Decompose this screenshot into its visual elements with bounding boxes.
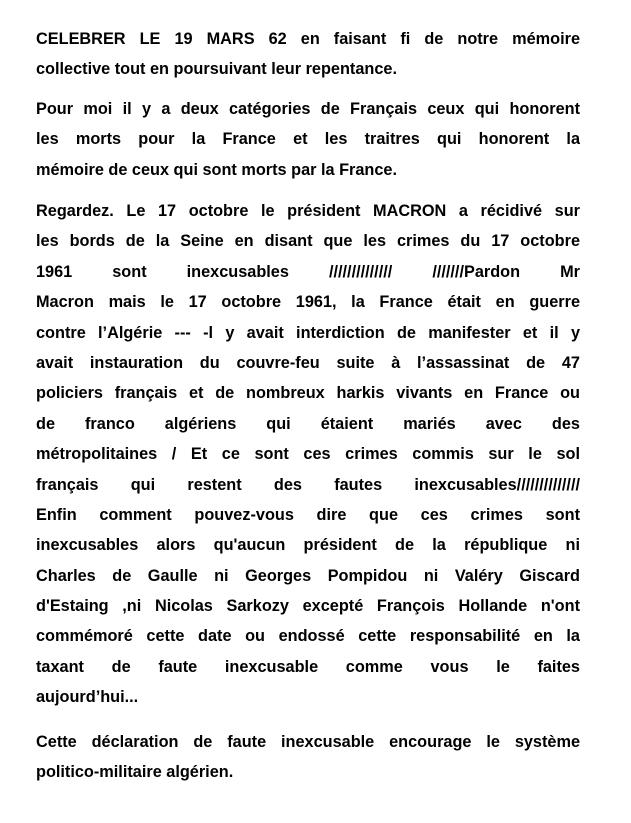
- paragraph-two-categories: [36, 94, 580, 185]
- paragraph-main-argument: [36, 196, 580, 713]
- text-line: policiers français et de nombreux harkis vivants en France ou: [36, 384, 580, 403]
- text-line: d'Estaing ,ni Nicolas Sarkozy excepté François Hollande n'ont: [36, 597, 580, 616]
- text-line: commémoré cette date ou endossé cette responsabilité en la: [36, 627, 580, 646]
- paragraph-title: [36, 24, 580, 85]
- text-line: les morts pour la France et les traitres qui honorent la: [36, 130, 580, 149]
- paragraph-conclusion: [36, 727, 580, 788]
- text-line: Charles de Gaulle ni Georges Pompidou ni Valéry Giscard: [36, 566, 580, 585]
- text-line: contre l’Algérie --- -l y avait interdiction de manifester et il y: [36, 323, 580, 342]
- text-line: Cette déclaration de faute inexcusable encourage le système: [36, 733, 580, 751]
- text-line: les bords de la Seine en disant que les crimes du 17 octobre: [36, 232, 580, 251]
- text-line: mémoire de ceux qui sont morts par la France.: [36, 160, 398, 179]
- text-line: Pour moi il y a deux catégories de Français ceux qui honorent: [36, 100, 580, 118]
- text-line: métropolitaines / Et ce sont ces crimes commis sur le sol: [36, 445, 580, 464]
- text-line: politico-militaire algérien.: [36, 763, 234, 782]
- text-line: 1961 sont inexcusables ////////////// ///////Pardon Mr: [36, 262, 580, 281]
- text-line: Regardez. Le 17 octobre le président MACRON a récidivé sur: [36, 202, 580, 220]
- text-line: Enfin comment pouvez-vous dire que ces crimes sont: [36, 505, 580, 524]
- text-line: aujourd’hui...: [36, 688, 139, 707]
- text-line: CELEBRER LE 19 MARS 62 en faisant fi de notre mémoire: [36, 30, 580, 48]
- text-line: avait instauration du couvre-feu suite à l’assassinat de 47: [36, 353, 580, 372]
- text-line: français qui restent des fautes inexcusables//////////////: [36, 475, 580, 494]
- text-line: collective tout en poursuivant leur repentance.: [36, 60, 397, 79]
- text-line: taxant de faute inexcusable comme vous le faites: [36, 657, 580, 676]
- text-line: de franco algériens qui étaient mariés avec des: [36, 414, 580, 433]
- text-line: inexcusables alors qu'aucun président de la république ni: [36, 536, 580, 555]
- text-line: Macron mais le 17 octobre 1961, la France était en guerre: [36, 293, 580, 312]
